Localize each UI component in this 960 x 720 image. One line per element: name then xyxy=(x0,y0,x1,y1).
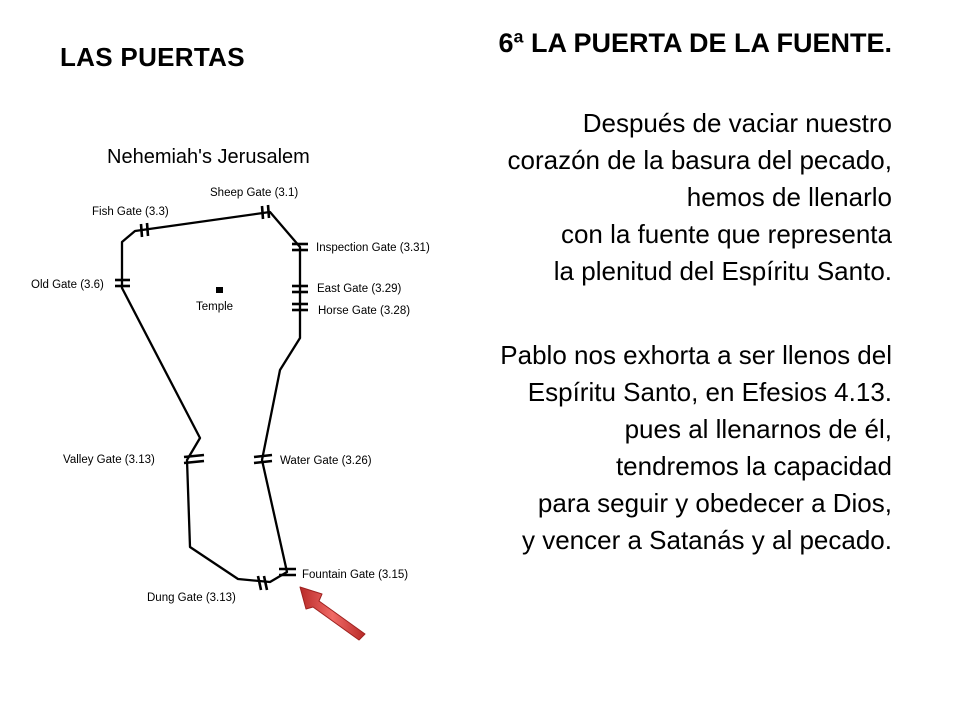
slide-title: 6ª LA PUERTA DE LA FUENTE. xyxy=(498,28,892,58)
paragraph-line: tendremos la capacidad xyxy=(615,451,892,481)
paragraph-line: corazón de la basura del pecado, xyxy=(507,145,892,175)
paragraph-line: la plenitud del Espíritu Santo. xyxy=(553,256,892,286)
paragraph-line: Pablo nos exhorta a ser llenos del xyxy=(500,340,892,370)
east-gate-label: East Gate (3.29) xyxy=(317,283,402,295)
city-wall xyxy=(122,212,300,582)
section-label: LAS PUERTAS xyxy=(60,42,245,72)
paragraph-line: con la fuente que representa xyxy=(560,219,892,249)
valley-gate-label: Valley Gate (3.13) xyxy=(63,454,155,466)
temple-label: Temple xyxy=(196,301,234,313)
paragraph-line: y vencer a Satanás y al pecado. xyxy=(521,525,892,555)
temple-marker xyxy=(216,287,223,293)
paragraph-line: para seguir y obedecer a Dios, xyxy=(537,488,892,518)
paragraph-line: Después de vaciar nuestro xyxy=(582,108,892,138)
highlight-arrow xyxy=(300,587,365,640)
old-gate-label: Old Gate (3.6) xyxy=(31,279,104,291)
horse-gate-label: Horse Gate (3.28) xyxy=(318,305,411,317)
dung-gate-label: Dung Gate (3.13) xyxy=(147,592,236,604)
map-title: Nehemiah's Jerusalem xyxy=(107,146,310,168)
fish-gate-label: Fish Gate (3.3) xyxy=(92,206,169,218)
paragraph-line: pues al llenarnos de él, xyxy=(624,414,892,444)
sheep-gate-label: Sheep Gate (3.1) xyxy=(210,187,299,199)
inspection-gate-label: Inspection Gate (3.31) xyxy=(316,242,430,254)
paragraph-line: Espíritu Santo, en Efesios 4.13. xyxy=(527,377,892,407)
water-gate-label: Water Gate (3.26) xyxy=(280,455,372,467)
dung-gate-marker xyxy=(258,576,267,590)
paragraph-line: hemos de llenarlo xyxy=(686,182,892,212)
fountain-gate-label: Fountain Gate (3.15) xyxy=(302,569,409,581)
